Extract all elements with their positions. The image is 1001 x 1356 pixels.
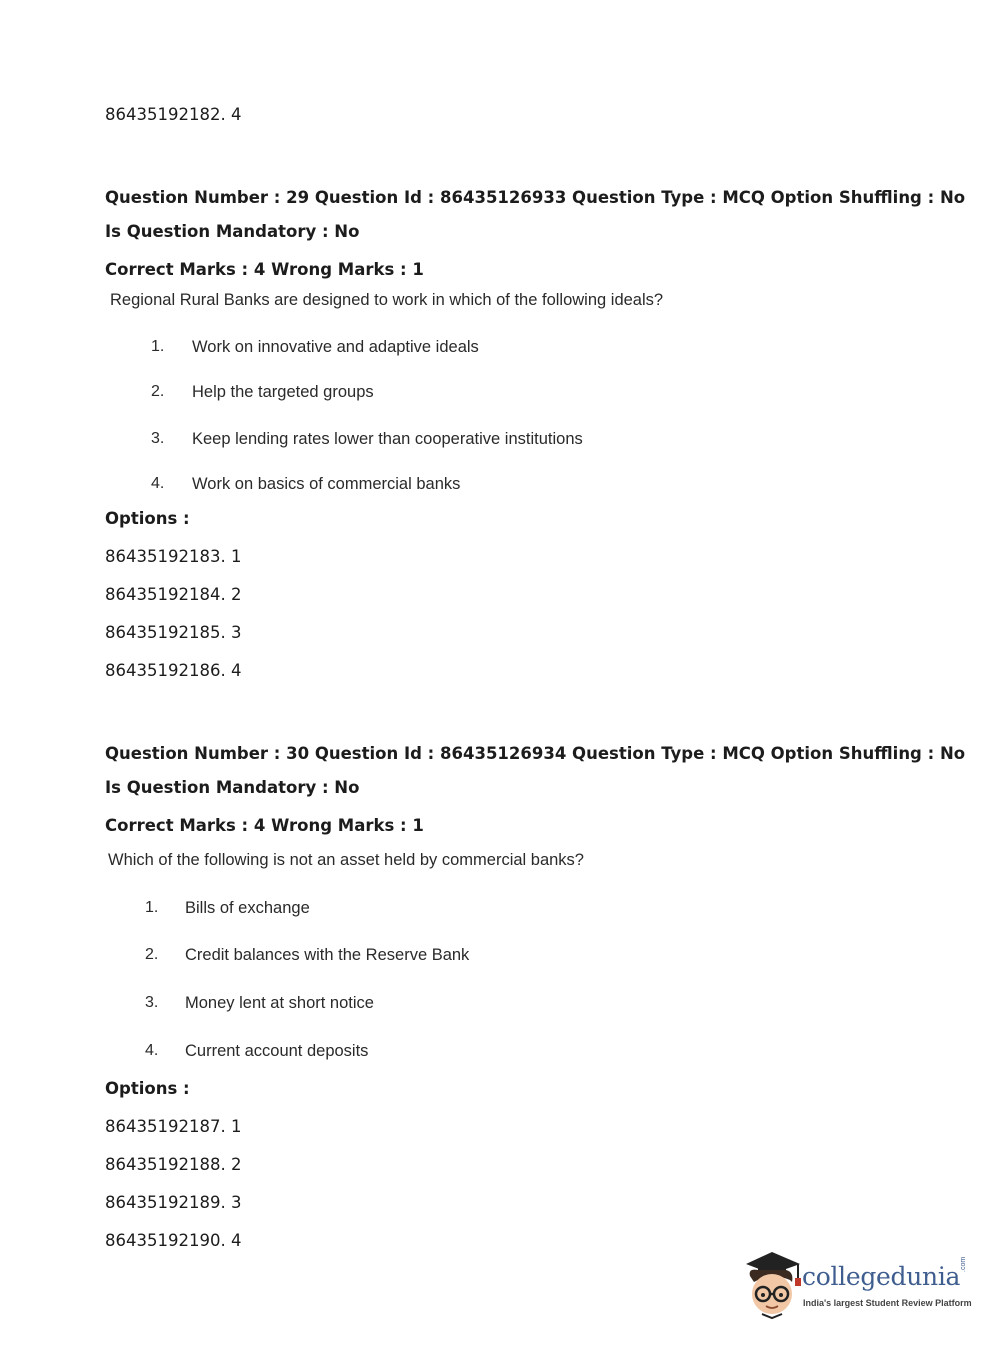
- question-text: Regional Rural Banks are designed to work in which of the following ideals?: [110, 291, 664, 309]
- question-header: Question Number : 30 Question Id : 86435126934 Question Type : MCQ Option Shuffling : No: [105, 744, 966, 763]
- question-marks: Correct Marks : 4 Wrong Marks : 1: [105, 260, 424, 279]
- choice-text: Current account deposits: [185, 1042, 369, 1060]
- option-line: 86435192184. 2: [105, 585, 242, 604]
- choice-number: 2.: [151, 383, 165, 400]
- question-mandatory: Is Question Mandatory : No: [105, 222, 360, 241]
- choice-number: 3.: [145, 994, 159, 1011]
- choice-text: Help the targeted groups: [192, 383, 374, 401]
- logo-brand: collegedunia: [802, 1262, 961, 1291]
- choice-text: Keep lending rates lower than cooperative institutions: [192, 430, 583, 448]
- mascot-icon: [742, 1250, 804, 1320]
- option-line: 86435192190. 4: [105, 1231, 242, 1250]
- choice-number: 4.: [151, 475, 165, 492]
- option-line: 86435192187. 1: [105, 1117, 242, 1136]
- choice-text: Credit balances with the Reserve Bank: [185, 946, 470, 964]
- option-line: 86435192185. 3: [105, 623, 242, 642]
- option-line: 86435192186. 4: [105, 661, 242, 680]
- options-label: Options :: [105, 1079, 190, 1098]
- question-header: Question Number : 29 Question Id : 86435126933 Question Type : MCQ Option Shuffling : No: [105, 188, 966, 207]
- question-mandatory: Is Question Mandatory : No: [105, 778, 360, 797]
- options-label: Options :: [105, 509, 190, 528]
- choice-text: Work on basics of commercial banks: [192, 475, 461, 493]
- choice-number: 4.: [145, 1042, 159, 1059]
- choice-number: 2.: [145, 946, 159, 963]
- choice-text: Bills of exchange: [185, 899, 310, 917]
- question-marks: Correct Marks : 4 Wrong Marks : 1: [105, 816, 424, 835]
- choice-text: Money lent at short notice: [185, 994, 374, 1012]
- option-line: 86435192189. 3: [105, 1193, 242, 1212]
- choice-text: Work on innovative and adaptive ideals: [192, 338, 479, 356]
- question-text: Which of the following is not an asset held by commercial banks?: [108, 851, 584, 869]
- choice-number: 3.: [151, 430, 165, 447]
- option-line: 86435192188. 2: [105, 1155, 242, 1174]
- logo-tagline: India's largest Student Review Platform: [803, 1298, 972, 1308]
- logo-suffix: .com: [960, 1256, 967, 1272]
- choice-number: 1.: [151, 338, 165, 355]
- option-line: 86435192182. 4: [105, 105, 242, 124]
- option-line: 86435192183. 1: [105, 547, 242, 566]
- choice-number: 1.: [145, 899, 159, 916]
- collegedunia-logo: [742, 1250, 972, 1320]
